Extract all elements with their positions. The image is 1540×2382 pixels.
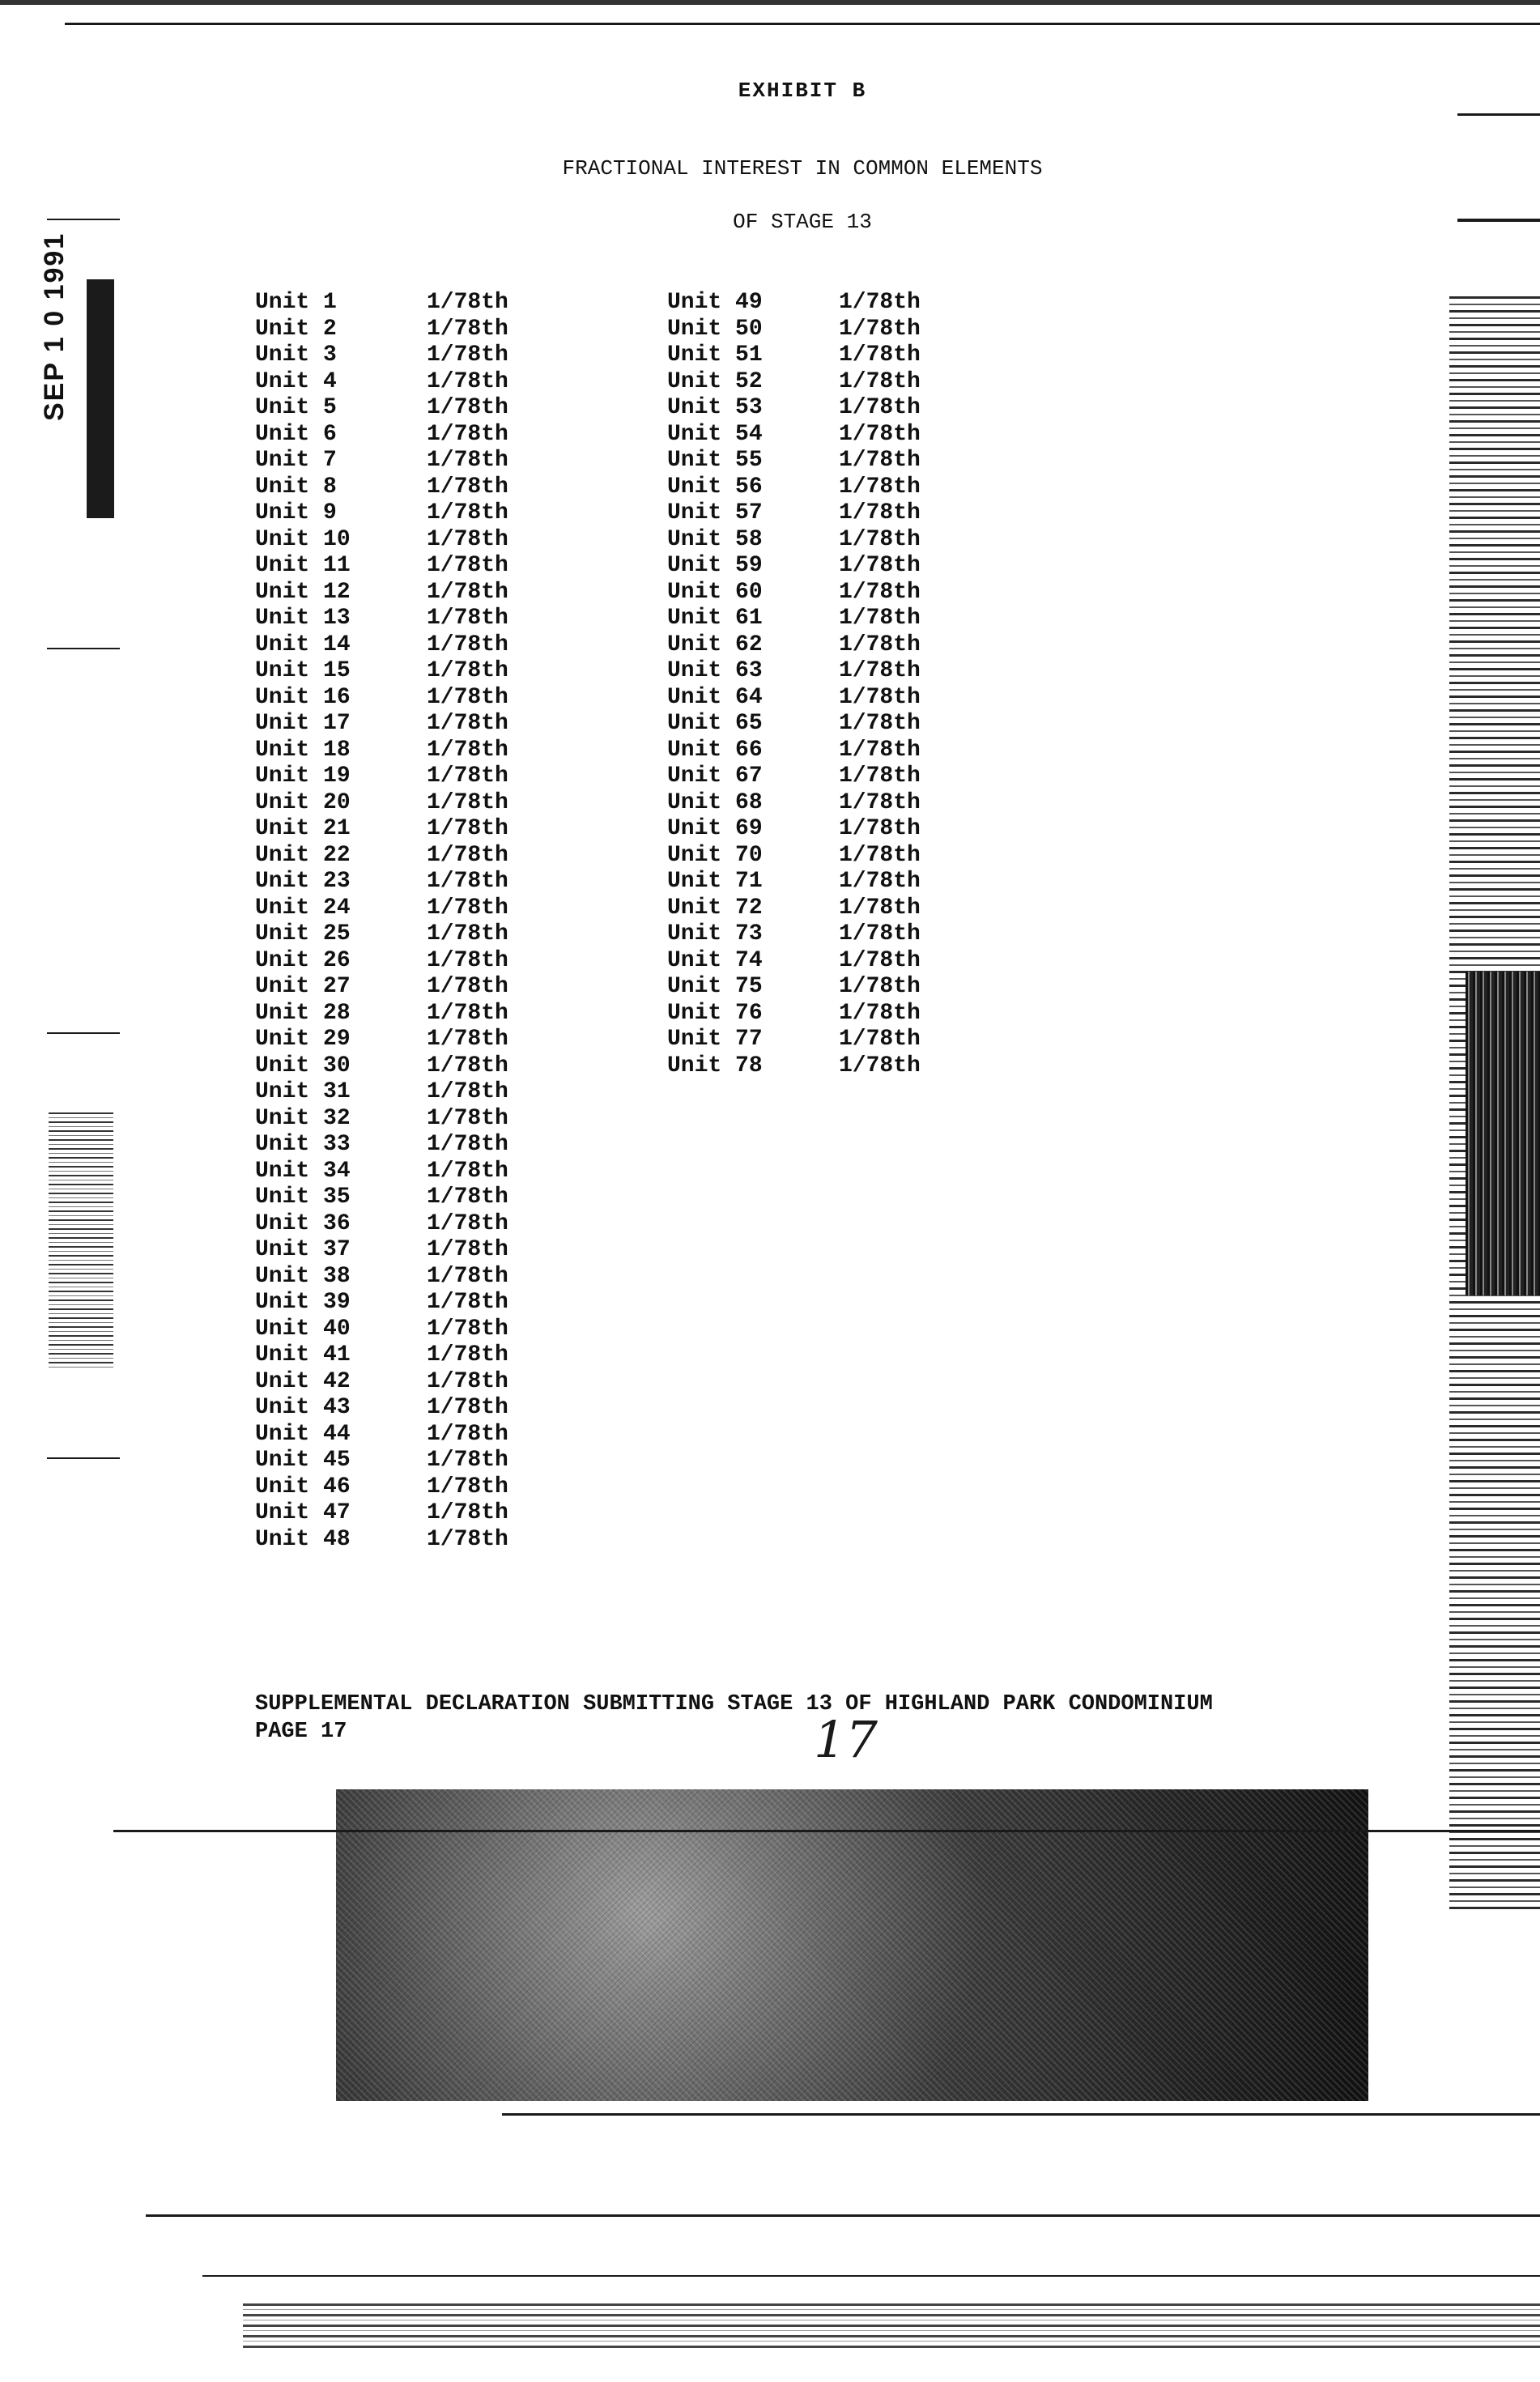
unit-name: Unit 72 xyxy=(667,895,763,921)
unit-name: Unit 40 xyxy=(255,1316,351,1342)
unit-row xyxy=(667,342,921,369)
unit-name: Unit 41 xyxy=(255,1342,351,1368)
unit-name: Unit 52 xyxy=(667,368,763,394)
unit-name: Unit 43 xyxy=(255,1395,351,1420)
unit-row xyxy=(667,1053,921,1080)
unit-name: Unit 39 xyxy=(255,1290,351,1315)
unit-fraction: 1/78th xyxy=(839,368,921,394)
unit-row xyxy=(255,1527,508,1554)
unit-fraction: 1/78th xyxy=(427,1500,508,1525)
unit-fraction: 1/78th xyxy=(839,474,921,500)
unit-name: Unit 6 xyxy=(255,421,337,447)
unit-name: Unit 11 xyxy=(255,553,351,578)
unit-name: Unit 19 xyxy=(255,764,351,789)
unit-name: Unit 60 xyxy=(667,579,763,605)
unit-row xyxy=(255,790,508,817)
unit-name: Unit 34 xyxy=(255,1158,351,1184)
unit-fraction: 1/78th xyxy=(839,974,921,999)
unit-name: Unit 56 xyxy=(667,474,763,500)
scan-bottom-rule xyxy=(146,2214,1540,2217)
unit-name: Unit 73 xyxy=(667,921,763,946)
unit-row xyxy=(667,816,921,843)
unit-row xyxy=(667,711,921,738)
unit-fraction: 1/78th xyxy=(839,869,921,894)
unit-row xyxy=(667,685,921,712)
unit-fraction: 1/78th xyxy=(839,421,921,447)
unit-row xyxy=(667,895,921,922)
unit-fraction: 1/78th xyxy=(839,684,921,710)
unit-name: Unit 12 xyxy=(255,579,351,605)
unit-fraction: 1/78th xyxy=(839,842,921,868)
unit-name: Unit 59 xyxy=(667,553,763,578)
unit-name: Unit 67 xyxy=(667,764,763,789)
unit-row xyxy=(255,1106,508,1133)
unit-fraction: 1/78th xyxy=(427,1185,508,1210)
unit-row xyxy=(255,711,508,738)
unit-fraction: 1/78th xyxy=(427,895,508,921)
unit-name: Unit 46 xyxy=(255,1474,351,1499)
unit-name: Unit 35 xyxy=(255,1185,351,1210)
unit-fraction: 1/78th xyxy=(839,448,921,473)
unit-name: Unit 48 xyxy=(255,1526,351,1552)
unit-row xyxy=(255,369,508,396)
unit-fraction: 1/78th xyxy=(427,342,508,368)
unit-row xyxy=(667,474,921,501)
unit-fraction: 1/78th xyxy=(839,632,921,657)
unit-fraction: 1/78th xyxy=(839,553,921,578)
unit-fraction: 1/78th xyxy=(427,474,508,500)
scan-left-rule xyxy=(47,648,120,649)
unit-fraction: 1/78th xyxy=(427,500,508,525)
unit-name: Unit 44 xyxy=(255,1421,351,1447)
unit-row xyxy=(255,1395,508,1422)
unit-name: Unit 37 xyxy=(255,1237,351,1262)
unit-fraction: 1/78th xyxy=(839,526,921,552)
unit-list-right xyxy=(667,290,921,1079)
exhibit-title: EXHIBIT B xyxy=(738,79,867,103)
unit-row xyxy=(255,869,508,895)
unit-row xyxy=(667,1027,921,1053)
unit-row xyxy=(667,369,921,396)
unit-fraction: 1/78th xyxy=(427,1210,508,1236)
unit-row xyxy=(255,1316,508,1343)
unit-fraction: 1/78th xyxy=(427,921,508,946)
unit-fraction: 1/78th xyxy=(839,342,921,368)
unit-name: Unit 38 xyxy=(255,1263,351,1289)
unit-name: Unit 27 xyxy=(255,974,351,999)
unit-row xyxy=(255,764,508,790)
unit-row xyxy=(255,1053,508,1080)
unit-name: Unit 3 xyxy=(255,342,337,368)
unit-fraction: 1/78th xyxy=(427,816,508,841)
unit-row xyxy=(667,1001,921,1027)
unit-row xyxy=(255,500,508,527)
unit-fraction: 1/78th xyxy=(427,1395,508,1420)
unit-row xyxy=(255,921,508,948)
unit-name: Unit 7 xyxy=(255,448,337,473)
unit-row xyxy=(667,658,921,685)
unit-name: Unit 36 xyxy=(255,1210,351,1236)
unit-name: Unit 16 xyxy=(255,684,351,710)
unit-fraction: 1/78th xyxy=(427,1158,508,1184)
unit-row xyxy=(667,921,921,948)
unit-row xyxy=(255,553,508,580)
unit-fraction: 1/78th xyxy=(427,711,508,736)
unit-fraction: 1/78th xyxy=(839,1053,921,1078)
unit-name: Unit 21 xyxy=(255,816,351,841)
unit-fraction: 1/78th xyxy=(427,1421,508,1447)
unit-fraction: 1/78th xyxy=(427,606,508,631)
unit-fraction: 1/78th xyxy=(427,1474,508,1499)
unit-fraction: 1/78th xyxy=(427,1027,508,1052)
unit-name: Unit 61 xyxy=(667,606,763,631)
unit-fraction: 1/78th xyxy=(427,869,508,894)
unit-name: Unit 64 xyxy=(667,684,763,710)
unit-name: Unit 14 xyxy=(255,632,351,657)
unit-name: Unit 25 xyxy=(255,921,351,946)
unit-row xyxy=(667,500,921,527)
unit-name: Unit 13 xyxy=(255,606,351,631)
unit-row xyxy=(255,1422,508,1448)
unit-row xyxy=(667,580,921,606)
unit-row xyxy=(667,448,921,474)
unit-row xyxy=(667,290,921,317)
unit-row xyxy=(255,317,508,343)
unit-fraction: 1/78th xyxy=(427,764,508,789)
unit-row xyxy=(255,843,508,870)
unit-name: Unit 26 xyxy=(255,947,351,973)
unit-fraction: 1/78th xyxy=(427,290,508,315)
unit-name: Unit 10 xyxy=(255,526,351,552)
unit-row xyxy=(255,948,508,975)
unit-name: Unit 29 xyxy=(255,1027,351,1052)
unit-row xyxy=(255,1448,508,1474)
unit-fraction: 1/78th xyxy=(427,632,508,657)
unit-name: Unit 20 xyxy=(255,789,351,815)
unit-list-left xyxy=(255,290,508,1553)
unit-name: Unit 58 xyxy=(667,526,763,552)
unit-fraction: 1/78th xyxy=(839,658,921,683)
unit-fraction: 1/78th xyxy=(839,921,921,946)
unit-name: Unit 8 xyxy=(255,474,337,500)
unit-name: Unit 49 xyxy=(667,290,763,315)
unit-row xyxy=(255,1264,508,1291)
unit-fraction: 1/78th xyxy=(839,711,921,736)
unit-fraction: 1/78th xyxy=(839,395,921,420)
unit-name: Unit 47 xyxy=(255,1500,351,1525)
unit-row xyxy=(255,527,508,554)
unit-fraction: 1/78th xyxy=(427,842,508,868)
unit-name: Unit 42 xyxy=(255,1368,351,1394)
unit-fraction: 1/78th xyxy=(839,290,921,315)
unit-row xyxy=(255,1369,508,1396)
scan-bottom-rule xyxy=(202,2275,1540,2277)
unit-row xyxy=(667,738,921,764)
unit-fraction: 1/78th xyxy=(839,500,921,525)
scan-left-rule xyxy=(47,1032,120,1034)
unit-row xyxy=(667,974,921,1001)
unit-name: Unit 9 xyxy=(255,500,337,525)
unit-fraction: 1/78th xyxy=(427,1316,508,1342)
unit-name: Unit 32 xyxy=(255,1105,351,1131)
unit-row xyxy=(667,843,921,870)
unit-fraction: 1/78th xyxy=(839,606,921,631)
unit-row xyxy=(255,1159,508,1185)
unit-row xyxy=(255,632,508,659)
unit-row xyxy=(667,632,921,659)
unit-fraction: 1/78th xyxy=(839,316,921,342)
unit-name: Unit 45 xyxy=(255,1448,351,1473)
handwritten-page-number: 17 xyxy=(814,1710,878,1769)
unit-row xyxy=(255,738,508,764)
unit-name: Unit 31 xyxy=(255,1079,351,1104)
unit-row xyxy=(667,395,921,422)
unit-name: Unit 18 xyxy=(255,737,351,763)
unit-fraction: 1/78th xyxy=(427,316,508,342)
unit-row xyxy=(255,395,508,422)
unit-row xyxy=(667,422,921,449)
scan-right-rule xyxy=(1457,113,1540,116)
stamp-bar xyxy=(87,279,114,518)
unit-row xyxy=(667,527,921,554)
unit-row xyxy=(255,1290,508,1316)
unit-name: Unit 23 xyxy=(255,869,351,894)
footer-page-label: PAGE 17 xyxy=(255,1720,347,1744)
unit-fraction: 1/78th xyxy=(427,737,508,763)
unit-name: Unit 24 xyxy=(255,895,351,921)
unit-row xyxy=(667,553,921,580)
scan-bottom-rule xyxy=(502,2113,1540,2116)
unit-row xyxy=(255,606,508,632)
unit-fraction: 1/78th xyxy=(427,974,508,999)
unit-name: Unit 66 xyxy=(667,737,763,763)
unit-row xyxy=(667,317,921,343)
unit-row xyxy=(255,1237,508,1264)
unit-fraction: 1/78th xyxy=(839,947,921,973)
unit-row xyxy=(667,790,921,817)
unit-name: Unit 28 xyxy=(255,1000,351,1026)
unit-name: Unit 78 xyxy=(667,1053,763,1078)
unit-row xyxy=(255,1342,508,1369)
unit-name: Unit 57 xyxy=(667,500,763,525)
unit-name: Unit 71 xyxy=(667,869,763,894)
footer-declaration: SUPPLEMENTAL DECLARATION SUBMITTING STAGE 13 OF HIGHLAND PARK CONDOMINIUM xyxy=(255,1692,1213,1716)
unit-name: Unit 63 xyxy=(667,658,763,683)
unit-row xyxy=(255,685,508,712)
unit-row xyxy=(255,290,508,317)
unit-fraction: 1/78th xyxy=(427,1079,508,1104)
unit-row xyxy=(255,580,508,606)
unit-row xyxy=(255,816,508,843)
unit-fraction: 1/78th xyxy=(839,579,921,605)
unit-row xyxy=(255,1211,508,1238)
unit-name: Unit 33 xyxy=(255,1132,351,1157)
unit-fraction: 1/78th xyxy=(427,947,508,973)
unit-fraction: 1/78th xyxy=(839,1027,921,1052)
unit-name: Unit 1 xyxy=(255,290,337,315)
unit-fraction: 1/78th xyxy=(427,526,508,552)
unit-fraction: 1/78th xyxy=(427,1526,508,1552)
unit-row xyxy=(667,606,921,632)
unit-fraction: 1/78th xyxy=(427,1368,508,1394)
unit-name: Unit 68 xyxy=(667,789,763,815)
unit-name: Unit 74 xyxy=(667,947,763,973)
unit-row xyxy=(255,1001,508,1027)
unit-fraction: 1/78th xyxy=(427,421,508,447)
unit-name: Unit 2 xyxy=(255,316,337,342)
scan-dark-region-texture xyxy=(336,1789,1368,2101)
unit-name: Unit 65 xyxy=(667,711,763,736)
unit-fraction: 1/78th xyxy=(839,764,921,789)
unit-name: Unit 69 xyxy=(667,816,763,841)
unit-name: Unit 55 xyxy=(667,448,763,473)
unit-row xyxy=(255,474,508,501)
unit-row xyxy=(667,948,921,975)
unit-row xyxy=(255,1079,508,1106)
unit-fraction: 1/78th xyxy=(427,579,508,605)
unit-fraction: 1/78th xyxy=(427,1290,508,1315)
scan-left-noise xyxy=(49,1109,113,1368)
document-subtitle: OF STAGE 13 xyxy=(733,210,872,234)
unit-fraction: 1/78th xyxy=(427,1237,508,1262)
unit-row xyxy=(255,448,508,474)
unit-fraction: 1/78th xyxy=(839,816,921,841)
unit-name: Unit 17 xyxy=(255,711,351,736)
document-title: FRACTIONAL INTEREST IN COMMON ELEMENTS xyxy=(562,156,1043,181)
unit-name: Unit 51 xyxy=(667,342,763,368)
unit-name: Unit 15 xyxy=(255,658,351,683)
unit-row xyxy=(255,1474,508,1501)
unit-fraction: 1/78th xyxy=(839,1000,921,1026)
unit-fraction: 1/78th xyxy=(427,368,508,394)
unit-row xyxy=(255,1132,508,1159)
unit-fraction: 1/78th xyxy=(427,1105,508,1131)
scan-top-rule xyxy=(65,23,1540,25)
unit-fraction: 1/78th xyxy=(427,448,508,473)
unit-fraction: 1/78th xyxy=(839,789,921,815)
unit-row xyxy=(255,422,508,449)
unit-fraction: 1/78th xyxy=(427,684,508,710)
scan-right-edge-dark xyxy=(1466,972,1540,1295)
unit-row xyxy=(255,342,508,369)
scan-left-rule xyxy=(47,1457,120,1459)
unit-fraction: 1/78th xyxy=(427,553,508,578)
unit-fraction: 1/78th xyxy=(427,658,508,683)
received-date-stamp: SEP 1 0 1991 xyxy=(39,232,70,421)
unit-name: Unit 50 xyxy=(667,316,763,342)
unit-fraction: 1/78th xyxy=(427,1263,508,1289)
unit-row xyxy=(255,1500,508,1527)
unit-name: Unit 76 xyxy=(667,1000,763,1026)
unit-row xyxy=(255,658,508,685)
unit-name: Unit 75 xyxy=(667,974,763,999)
unit-row xyxy=(255,1027,508,1053)
unit-name: Unit 4 xyxy=(255,368,337,394)
unit-fraction: 1/78th xyxy=(427,789,508,815)
unit-name: Unit 22 xyxy=(255,842,351,868)
unit-row xyxy=(255,895,508,922)
scan-bottom-rule xyxy=(113,1830,1540,1832)
unit-fraction: 1/78th xyxy=(427,1000,508,1026)
unit-name: Unit 54 xyxy=(667,421,763,447)
unit-fraction: 1/78th xyxy=(839,895,921,921)
unit-row xyxy=(667,869,921,895)
unit-fraction: 1/78th xyxy=(427,1448,508,1473)
unit-fraction: 1/78th xyxy=(839,737,921,763)
scan-bottom-noise xyxy=(243,2299,1540,2348)
unit-name: Unit 5 xyxy=(255,395,337,420)
unit-row xyxy=(667,764,921,790)
scan-top-edge xyxy=(0,0,1540,5)
unit-name: Unit 70 xyxy=(667,842,763,868)
unit-row xyxy=(255,974,508,1001)
unit-name: Unit 53 xyxy=(667,395,763,420)
unit-fraction: 1/78th xyxy=(427,395,508,420)
unit-fraction: 1/78th xyxy=(427,1132,508,1157)
unit-name: Unit 30 xyxy=(255,1053,351,1078)
unit-fraction: 1/78th xyxy=(427,1053,508,1078)
unit-name: Unit 62 xyxy=(667,632,763,657)
unit-fraction: 1/78th xyxy=(427,1342,508,1368)
unit-name: Unit 77 xyxy=(667,1027,763,1052)
unit-row xyxy=(255,1185,508,1211)
